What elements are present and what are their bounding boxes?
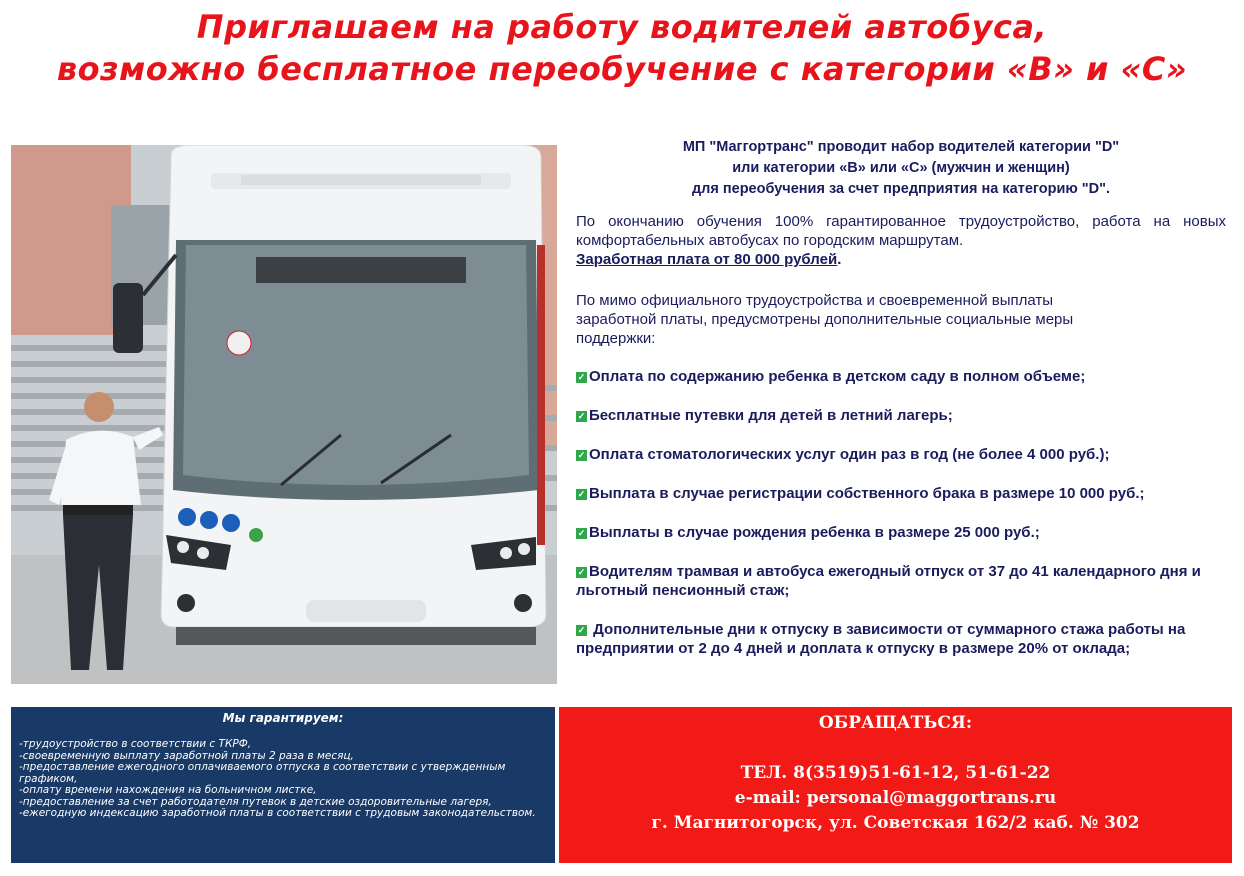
check-icon: ✓ xyxy=(577,625,586,635)
intro-line-3: для переобучения за счет предприятия на категорию "D". xyxy=(691,181,1111,197)
social-support-text: По мимо официального трудоустройства и своевременной выплаты заработной платы, предусмотрены дополнительные социальные меры поддержки: xyxy=(576,292,1074,347)
benefit-text: Водителям трамвая и автобуса ежегодный отпуск от 37 до 41 календарного дня и льготный пенсионный стаж; xyxy=(576,563,1201,599)
benefit-text: Бесплатные путевки для детей в летний лагерь; xyxy=(589,407,953,424)
guarantee-item: -трудоустройство в соответствии с ТКРФ, xyxy=(19,738,252,750)
benefit-item xyxy=(576,523,1226,542)
check-icon: ✓ xyxy=(577,450,586,460)
benefits-list xyxy=(576,367,1226,658)
intro-line-1: МП "Маггортранс" проводит набор водителей категории "D" xyxy=(682,139,1120,155)
guarantee-item: -ежегодную индексацию заработной платы в соответствии с трудовым законодательством. xyxy=(19,807,536,819)
headline-line-1: Приглашаем на работу водителей автобуса, xyxy=(196,8,1048,46)
contact-address: г. Магнитогорск, ул. Советская 162/2 каб. № 302 xyxy=(651,813,1140,833)
check-icon: ✓ xyxy=(577,411,586,421)
guarantee-item: -предоставление ежегодного оплачиваемого отпуска в соответствии с утвержденным графиком, xyxy=(19,761,506,785)
bus-photo xyxy=(11,145,557,684)
benefit-text: Выплаты в случае рождения ребенка в размере 25 000 руб.; xyxy=(589,524,1040,541)
guarantee-title: Мы гарантируем: xyxy=(222,711,344,725)
check-icon: ✓ xyxy=(577,489,586,499)
headline xyxy=(0,6,1244,90)
guarantee-item: -своевременную выплату заработной платы 2 раза в месяц, xyxy=(19,749,354,762)
check-icon: ✓ xyxy=(577,372,586,382)
check-icon: ✓ xyxy=(577,528,586,538)
check-icon: ✓ xyxy=(577,567,586,577)
benefit-item xyxy=(576,484,1226,503)
benefit-item xyxy=(576,367,1226,386)
benefit-item xyxy=(576,562,1226,600)
contact-phone: ТЕЛ. 8(3519)51-61-12, 51-61-22 xyxy=(740,763,1051,783)
benefit-item xyxy=(576,445,1226,464)
salary-text: Заработная плата от 80 000 рублей xyxy=(576,251,838,268)
contact-box xyxy=(559,707,1232,863)
guarantee-item: -предоставление за счет работодателя путевок в детские оздоровительные лагеря, xyxy=(19,795,492,808)
benefit-text: Оплата по содержанию ребенка в детском саду в полном объеме; xyxy=(589,368,1086,385)
guarantee-box xyxy=(11,707,555,863)
main-content xyxy=(576,137,1226,678)
salary-end: . xyxy=(837,251,842,268)
benefit-item xyxy=(576,406,1226,425)
headline-line-2: возможно бесплатное переобучение с категории «В» и «С» xyxy=(56,50,1188,88)
contact-title: ОБРАЩАТЬСЯ: xyxy=(818,713,973,733)
benefit-text: Дополнительные дни к отпуску в зависимости от суммарного стажа работы на предприятии от 2 до 4 дней и доплата к отпуску в размере 20% от оклада; xyxy=(576,621,1186,657)
intro-block xyxy=(576,137,1226,200)
benefit-item xyxy=(576,620,1226,658)
intro-line-2: или категории «В» или «С» (мужчин и женщин) xyxy=(732,160,1070,176)
benefit-text: Выплата в случае регистрации собственного брака в размере 10 000 руб.; xyxy=(589,485,1145,502)
guarantee-item: -оплату времени нахождения на больничном листке, xyxy=(19,784,317,796)
benefit-text: Оплата стоматологических услуг один раз в год (не более 4 000 руб.); xyxy=(589,446,1110,463)
guarantee-list xyxy=(19,739,555,820)
contact-email: e-mail: personal@maggortrans.ru xyxy=(734,788,1057,808)
employment-text: По окончанию обучения 100% гарантированное трудоустройство, работа на новых комфортабельных автобусах по городским маршрутам. xyxy=(576,213,1226,249)
salary-line xyxy=(576,250,1226,269)
